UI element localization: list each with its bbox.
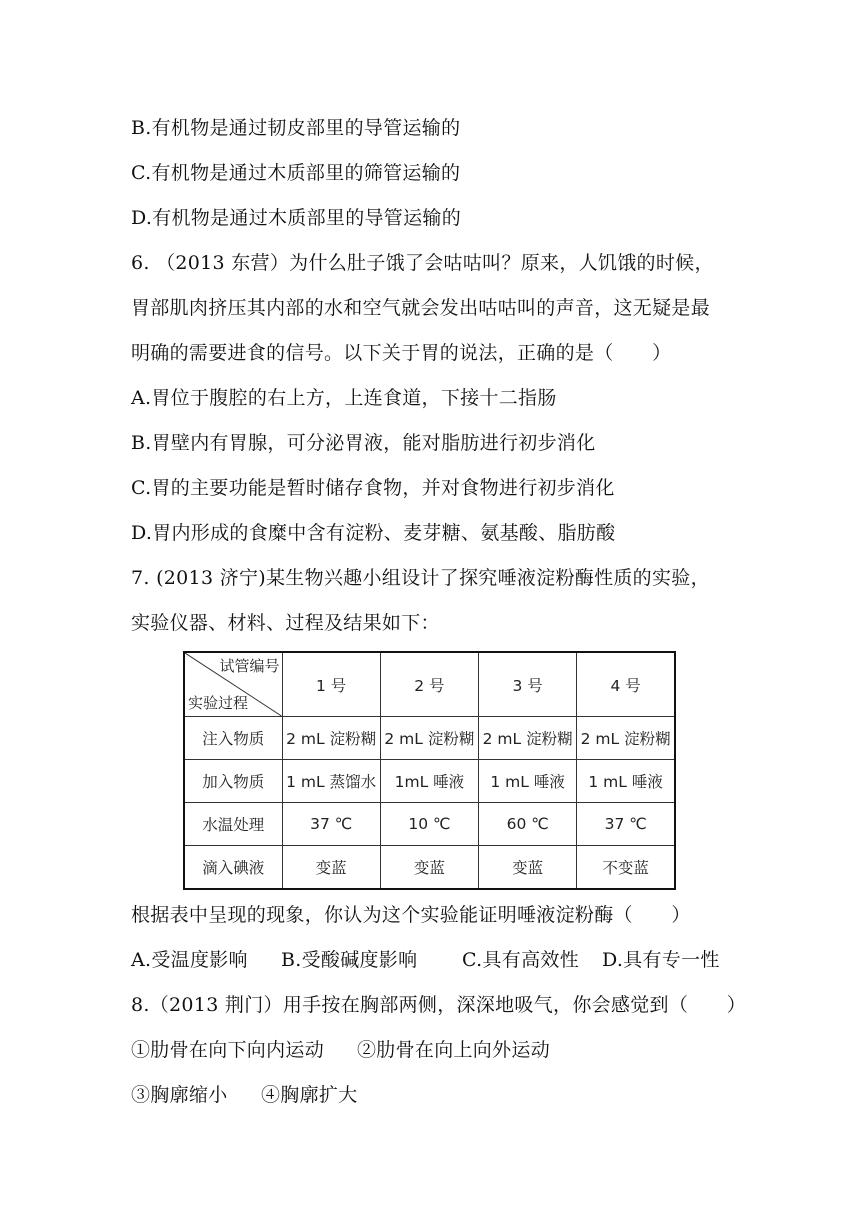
table-cell: 变蓝: [479, 846, 577, 890]
table-cell: 2 mL 淀粉糊: [282, 717, 380, 760]
corner-label-tube-number: 试管编号: [219, 657, 280, 675]
table-row: [184, 803, 675, 846]
row-label: 注入物质: [184, 717, 282, 760]
question-6-line-1: 6. （2013 东营）为什么肚子饿了会咕咕叫？原来，人饥饿的时候，: [131, 252, 714, 274]
corner-label-procedure: 实验过程: [188, 694, 249, 712]
question-6-option-b: B.胃壁内有胃腺，可分泌胃液，能对脂肪进行初步消化: [131, 432, 596, 454]
table-cell: 变蓝: [282, 846, 380, 890]
question-6-option-c: C.胃的主要功能是暂时储存食物，并对食物进行初步消化: [131, 477, 615, 499]
question-8-option-3: ③胸廓缩小: [131, 1084, 228, 1106]
question-7-options: [131, 948, 720, 972]
experiment-table: [183, 651, 676, 890]
column-header: 3 号: [479, 652, 577, 717]
row-label: 滴入碘液: [184, 846, 282, 890]
table-cell: 1mL 唾液: [380, 760, 478, 803]
table-cell: 60 ℃: [479, 803, 577, 846]
question-8-options-row-1: [131, 1038, 550, 1062]
question-7-option-a: A.受温度影响: [131, 949, 248, 971]
question-8-option-2: ②肋骨在向上向外运动: [357, 1039, 551, 1061]
column-header: 4 号: [577, 652, 675, 717]
row-label: 加入物质: [184, 760, 282, 803]
table-cell: 2 mL 淀粉糊: [577, 717, 675, 760]
question-7-option-c: C.具有高效性: [462, 949, 580, 971]
table-corner-cell: [184, 652, 282, 717]
table-cell: 1 mL 唾液: [479, 760, 577, 803]
row-label: 水温处理: [184, 803, 282, 846]
column-header: 1 号: [282, 652, 380, 717]
question-6-line-2: 胃部肌肉挤压其内部的水和空气就会发出咕咕叫的声音，这无疑是最: [131, 297, 711, 319]
table-cell: 1 mL 唾液: [577, 760, 675, 803]
table-cell: 2 mL 淀粉糊: [380, 717, 478, 760]
table-cell: 不变蓝: [577, 846, 675, 890]
question-7-line-1: 7. (2013 济宁)某生物兴趣小组设计了探究唾液淀粉酶性质的实验，: [131, 567, 710, 589]
option-c-line: C.有机物是通过木质部里的筛管运输的: [131, 162, 461, 184]
table-row: [184, 760, 675, 803]
question-7-line-2: 实验仪器、材料、过程及结果如下：: [131, 612, 440, 634]
question-7-option-d: D.具有专一性: [602, 949, 720, 971]
question-7-option-b: B.受酸碱度影响: [281, 949, 418, 971]
question-6-option-a: A.胃位于腹腔的右上方，上连食道，下接十二指肠: [131, 387, 557, 409]
table-row: [184, 717, 675, 760]
table-cell: 37 ℃: [577, 803, 675, 846]
question-7-prompt: 根据表中呈现的现象，你认为这个实验能证明唾液淀粉酶（ ）: [131, 904, 691, 926]
table-cell: 37 ℃: [282, 803, 380, 846]
table-cell: 10 ℃: [380, 803, 478, 846]
question-6-option-d: D.胃内形成的食糜中含有淀粉、麦芽糖、氨基酸、脂肪酸: [131, 522, 616, 544]
question-6-line-3: 明确的需要进食的信号。以下关于胃的说法，正确的是（ ）: [131, 342, 672, 364]
option-d-line: D.有机物是通过木质部里的导管运输的: [131, 207, 461, 229]
column-header: 2 号: [380, 652, 478, 717]
question-8-option-4: ④胸廓扩大: [261, 1084, 358, 1106]
table-header-row: [184, 652, 675, 717]
table-cell: 1 mL 蒸馏水: [282, 760, 380, 803]
question-8-option-1: ①肋骨在向下向内运动: [131, 1039, 325, 1061]
table-cell: 变蓝: [380, 846, 478, 890]
table-row: [184, 846, 675, 890]
question-8-options-row-2: [131, 1083, 358, 1107]
question-8-line-1: 8.（2013 荆门）用手按在胸部两侧，深深地吸气，你会感觉到（ ）: [131, 994, 747, 1016]
table-cell: 2 mL 淀粉糊: [479, 717, 577, 760]
option-b-line: B.有机物是通过韧皮部里的导管运输的: [131, 117, 461, 139]
